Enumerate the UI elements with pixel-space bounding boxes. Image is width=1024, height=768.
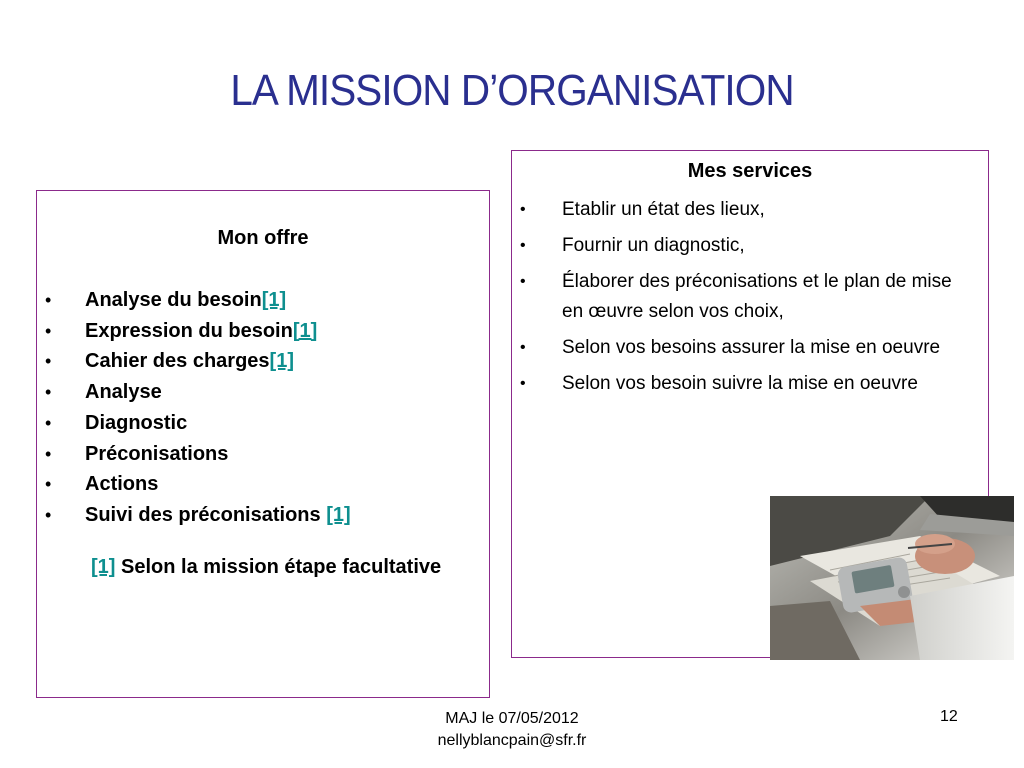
footnote-link[interactable]: [1] (292, 319, 318, 342)
offer-item (45, 377, 351, 408)
bullet-icon: • (45, 443, 52, 464)
service-item-text: Selon vos besoin suivre la mise en oeuvre (562, 373, 918, 394)
services-heading: Mes services (687, 160, 813, 182)
footnote-link[interactable]: [1] (269, 350, 294, 373)
business-photo (770, 496, 1014, 660)
offer-item (45, 408, 351, 439)
service-item-text: Selon vos besoins assurer la mise en oeuvre (562, 337, 941, 358)
footer-email: nellyblancpain@sfr.fr (437, 732, 587, 749)
bullet-icon: • (45, 290, 52, 310)
slide-title: LA MISSION D’ORGANISATION (230, 66, 794, 115)
offer-item-text: Analyse du besoin (85, 289, 262, 311)
bullet-icon: • (45, 474, 52, 495)
offer-box (36, 190, 490, 698)
offer-item-text: Cahier des charges (85, 350, 270, 373)
footnote (91, 556, 441, 579)
offer-item (45, 285, 351, 316)
offer-item-text: Expression du besoin (85, 319, 293, 342)
service-item (520, 195, 975, 225)
service-item-text: Etablir un état des lieux, (562, 199, 765, 220)
bullet-icon: • (45, 504, 52, 525)
bullet-icon: • (520, 375, 526, 392)
offer-item (45, 469, 351, 500)
offer-item (45, 500, 351, 531)
service-item (520, 333, 975, 363)
service-item (520, 267, 975, 327)
service-item-text: Fournir un diagnostic, (562, 235, 745, 256)
handheld-device-photo (770, 496, 1014, 660)
bullet-icon: • (45, 412, 52, 433)
bullet-icon: • (520, 339, 526, 356)
offer-item-text: Diagnostic (85, 411, 188, 434)
service-item (520, 369, 975, 399)
offer-item-text: Suivi des préconisations (85, 503, 327, 526)
bullet-icon: • (520, 237, 526, 254)
offer-item-text: Analyse (85, 381, 162, 404)
offer-item (45, 439, 351, 470)
footer-update-date: MAJ le 07/05/2012 (445, 710, 579, 727)
bullet-icon: • (520, 273, 526, 290)
footer (362, 708, 662, 752)
services-list (520, 195, 975, 405)
bullet-icon: • (45, 351, 52, 372)
offer-item (45, 346, 351, 377)
service-item (520, 231, 975, 261)
offer-item-text: Préconisations (85, 442, 229, 465)
offer-list (45, 285, 351, 531)
page-number: 12 (940, 708, 958, 725)
footnote-text: Selon la mission étape facultative (115, 556, 442, 578)
offer-item-text: Actions (85, 473, 159, 496)
offer-item (45, 316, 351, 347)
offer-heading: Mon offre (217, 227, 309, 249)
bullet-icon: • (45, 320, 52, 341)
footnote-anchor[interactable]: [1] (91, 556, 116, 578)
footnote-link[interactable]: [1] (326, 503, 351, 526)
bullet-icon: • (45, 382, 52, 403)
service-item-text: Élaborer des préconisations et le plan de mise en œuvre selon vos choix, (562, 271, 952, 322)
footnote-link[interactable]: [1] (261, 289, 287, 311)
bullet-icon: • (520, 201, 526, 218)
